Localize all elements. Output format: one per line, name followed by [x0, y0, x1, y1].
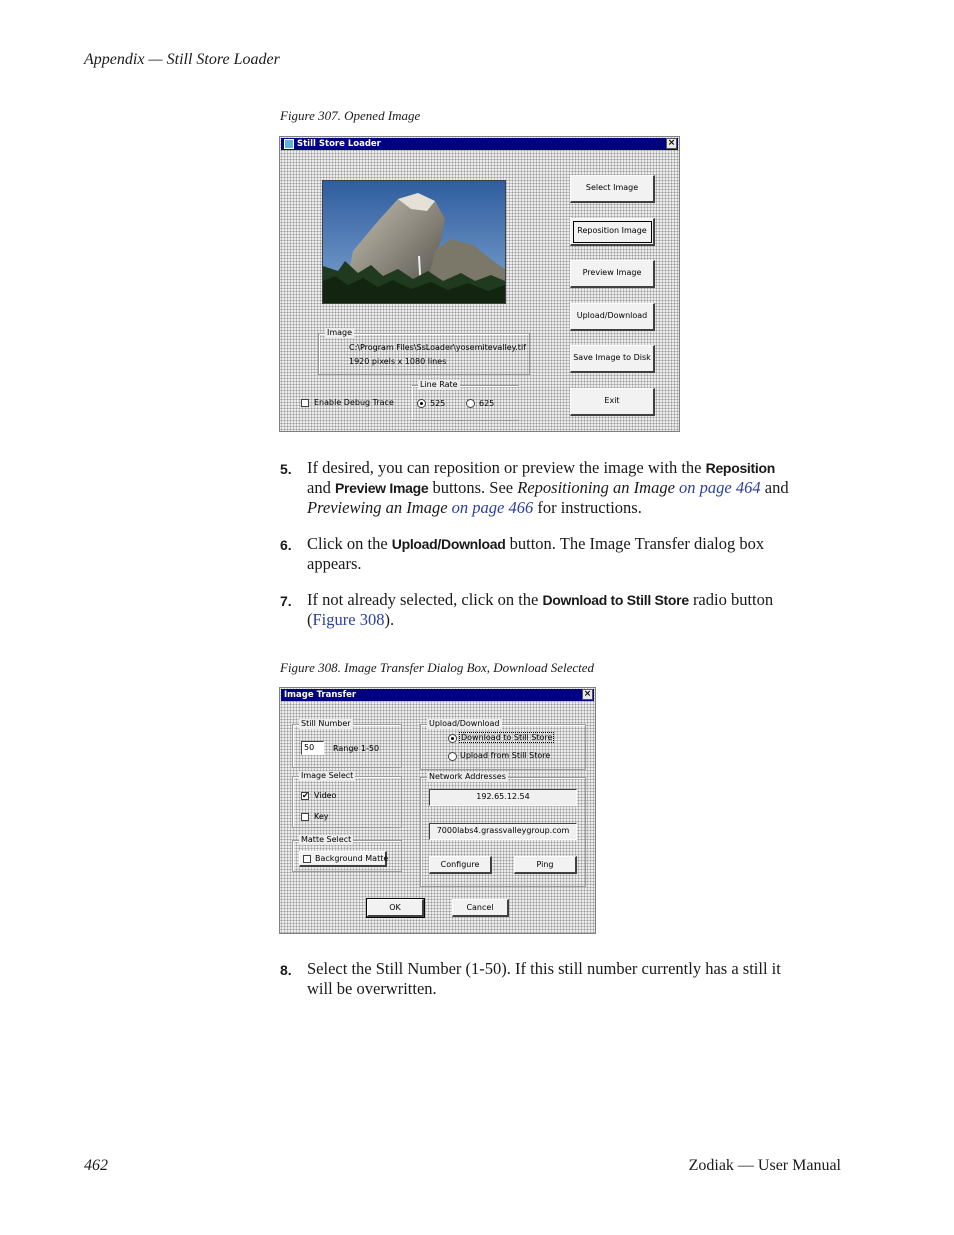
background-matte-toggle[interactable] [299, 851, 387, 867]
enable-debug-trace-label: Enable Debug Trace [314, 398, 394, 407]
image-select-group [292, 771, 402, 828]
video-checkbox[interactable]: ✔ [302, 791, 309, 800]
still-store-loader-window [279, 136, 680, 432]
key-label: Key [314, 812, 329, 821]
step-6-text-1: Click on the [307, 534, 392, 553]
step-5-link-1[interactable]: on page 464 [679, 478, 761, 497]
rate-625-label: 625 [479, 399, 495, 408]
step-6-text-3: appears. [307, 554, 362, 573]
range-label: Range 1-50 [333, 744, 380, 753]
yosemite-valley-image [323, 181, 505, 303]
reposition-image-button[interactable]: Reposition Image [570, 218, 655, 246]
page-header: Appendix — Still Store Loader [84, 51, 280, 68]
upload-download-button[interactable]: Upload/Download [570, 303, 655, 331]
step-5-link-2[interactable]: on page 466 [451, 498, 534, 517]
title-bar [281, 689, 594, 701]
step-5-text-1: If desired, you can reposition or preview the image with the [307, 458, 706, 477]
select-image-button[interactable]: Select Image [570, 175, 655, 203]
window-title: Image Transfer [284, 690, 357, 700]
cancel-button[interactable]: Cancel [452, 899, 509, 917]
upload-from-still-store-radio[interactable] [448, 752, 457, 761]
matte-select-group [292, 835, 402, 872]
step-5-text-3: buttons. See [428, 478, 518, 497]
background-matte-checkbox[interactable] [303, 855, 311, 863]
save-image-to-disk-button[interactable]: Save Image to Disk [570, 345, 655, 373]
still-number-group [292, 719, 402, 768]
download-to-still-store-radio[interactable] [448, 734, 457, 743]
step-6-text [307, 534, 847, 574]
image-size: 1920 pixels x 1080 lines [349, 357, 447, 366]
figure-308-caption: Figure 308. Image Transfer Dialog Box, Download Selected [280, 660, 595, 675]
step-5-text-4: and [760, 478, 789, 497]
still-number-input[interactable]: 50 [301, 741, 324, 755]
ip-address-field[interactable]: 192.65.12.54 [429, 789, 577, 806]
close-button[interactable]: × [583, 689, 592, 699]
upload-download-group [420, 719, 586, 770]
line-rate-group [412, 380, 518, 421]
step-5-text [307, 458, 847, 518]
close-button[interactable]: × [667, 138, 676, 148]
key-checkbox[interactable] [301, 813, 309, 821]
ping-button[interactable]: Ping [514, 856, 577, 874]
page-number: 462 [84, 1157, 108, 1174]
step-5-ref-2: Previewing an Image [307, 498, 448, 517]
image-path: C:\Program Files\SsLoader\yosemitevalley.tif [349, 343, 526, 352]
step-5-text-5: for instructions. [533, 498, 642, 517]
step-7-text-2: radio button [688, 590, 774, 609]
step-8-text-2: will be overwritten. [307, 979, 437, 998]
window-title: Still Store Loader [297, 139, 381, 149]
configure-button[interactable]: Configure [429, 856, 492, 874]
step-5-reposition: Reposition [705, 460, 775, 476]
figure-307-caption: Figure 307. Opened Image [280, 108, 421, 123]
step-7-figure-link[interactable]: Figure 308 [312, 610, 385, 629]
step-5-ref-1: Repositioning an Image [517, 478, 675, 497]
step-5-number: 5. [280, 461, 292, 477]
step-7-text-3: ( [307, 610, 313, 629]
line-rate-label: Line Rate [420, 380, 458, 389]
network-addresses-group [420, 772, 586, 887]
step-8-text [307, 959, 847, 999]
step-7-number: 7. [280, 593, 292, 609]
step-8-number: 8. [280, 962, 292, 978]
step-6-upload-download: Upload/Download [391, 536, 506, 552]
network-addresses-label: Network Addresses [429, 772, 506, 781]
video-label: Video [314, 791, 337, 800]
step-6-number: 6. [280, 537, 292, 553]
exit-button[interactable]: Exit [570, 388, 655, 416]
step-8-text-1: Select the Still Number (1-50). If this still number currently has a still it [307, 959, 781, 978]
step-7-text-4: ). [384, 610, 395, 629]
footer-title: Zodiak — User Manual [688, 1157, 841, 1174]
step-7-download-to-still-store: Download to Still Store [542, 592, 689, 608]
still-number-label: Still Number [301, 719, 351, 728]
image-preview [322, 180, 506, 304]
enable-debug-trace-checkbox[interactable] [301, 399, 309, 407]
image-group-label: Image [327, 328, 353, 337]
app-icon [284, 139, 294, 149]
rate-525-label: 525 [430, 399, 446, 408]
host-name-field[interactable]: 7000labs4.grassvalleygroup.com [429, 823, 577, 840]
step-6-text-2: button. The Image Transfer dialog box [505, 534, 765, 553]
matte-select-label: Matte Select [301, 835, 352, 844]
preview-image-button[interactable]: Preview Image [570, 260, 655, 288]
image-select-label: Image Select [301, 771, 354, 780]
upload-from-still-store-label: Upload from Still Store [460, 751, 551, 760]
step-5-preview-image: Preview Image [334, 480, 429, 496]
step-7-text [307, 590, 847, 630]
rate-625-radio[interactable] [466, 399, 475, 408]
ok-button[interactable]: OK [367, 899, 424, 917]
image-transfer-window [279, 687, 596, 934]
step-7-text-1: If not already selected, click on the [307, 590, 543, 609]
title-bar [281, 138, 678, 150]
download-to-still-store-label: Download to Still Store [461, 733, 553, 742]
image-info-group [318, 328, 530, 375]
upload-download-label: Upload/Download [429, 719, 500, 728]
background-matte-label: Background Matte [315, 854, 389, 863]
step-5-text-2: and [307, 478, 335, 497]
rate-525-radio[interactable] [417, 399, 426, 408]
